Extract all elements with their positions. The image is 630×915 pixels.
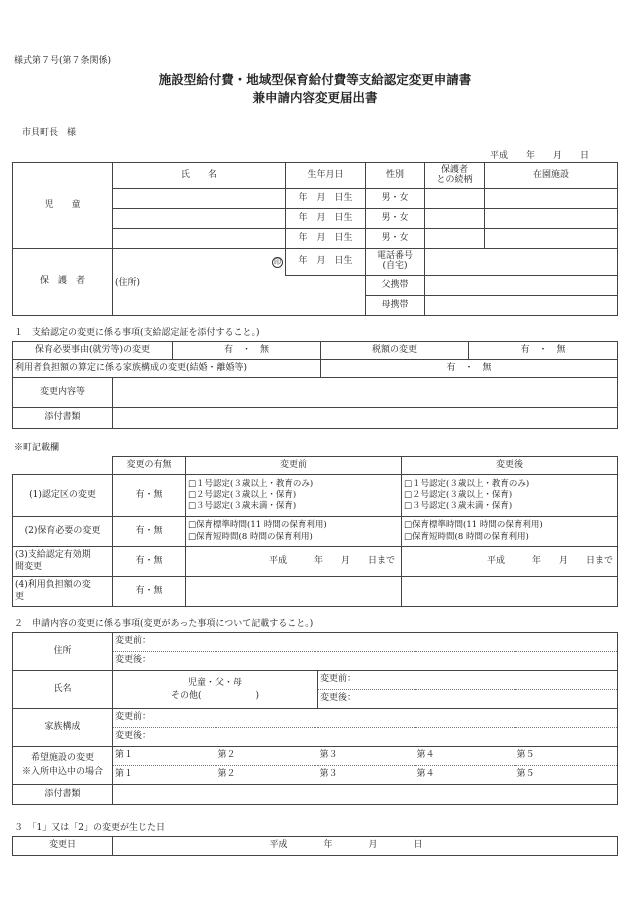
child-relation-field[interactable] [425,209,485,229]
address-field[interactable] [113,276,366,316]
wish-note: ※入所申込中の場合 [21,766,103,777]
checkbox-option[interactable]: □保育標準時間(11 時間の保育利用) [188,520,327,531]
sex-header: 性別 [366,163,425,189]
name-who-other[interactable]: その他( ) [170,690,260,701]
child-birth-field[interactable]: 年 月 日生 [286,229,366,249]
tax-change-yn[interactable]: 有 ・ 無 [469,342,618,360]
wish-label: 希望施設の変更 [30,753,94,763]
guardian-birth-field[interactable]: 年 月 日生 [286,249,366,276]
child-guardian-table [12,162,618,316]
child-sex-field[interactable]: 男・女 [366,229,425,249]
child-facility-field[interactable] [485,209,618,229]
seal-mark-icon: 印 [274,257,281,266]
tel-field[interactable] [425,249,618,276]
town-table [12,456,618,607]
child-birth-field[interactable]: 年 月 日生 [286,189,366,209]
name-who-options[interactable]: 児童・父・母 [187,677,242,688]
work-reason-label: 保育必要事由(就労等)の変更 [13,342,173,360]
child-label: 児 童 [13,163,113,249]
sec2-attachment-label: 添付書類 [13,785,113,805]
checkbox-option[interactable]: □２号認定(３歳以上・保育) [188,489,297,500]
town-row-yn[interactable]: 有・無 [113,577,186,607]
section-3-table [12,836,618,856]
valid-until-before[interactable]: 平成 年 月 日まで [186,547,402,577]
wish-choice-2[interactable]: 第２ [216,766,318,785]
address-label: (住所) [115,278,141,288]
father-mobile-label: 父携帯 [366,276,425,296]
family-after-field[interactable]: 変更後： [113,728,618,747]
name-change-label: 氏名 [13,671,113,709]
child-facility-field[interactable] [485,229,618,249]
child-relation-field[interactable] [425,229,485,249]
town-row-label: (1)認定区の変更 [13,475,113,517]
guardian-name-field[interactable] [113,249,286,276]
checkbox-option[interactable]: □保育標準時間(11 時間の保育利用) [404,520,543,531]
checkbox-option[interactable]: □３号認定(３歳未満・保育) [404,501,513,512]
town-row-yn[interactable]: 有・無 [113,547,186,577]
fee-before-field[interactable] [186,577,402,607]
checkbox-option[interactable]: □３号認定(３歳未満・保育) [188,501,297,512]
family-change-label: 家族構成 [13,709,113,747]
checkbox-option[interactable]: □保育短時間(8 時間の保育利用) [404,531,529,542]
child-name-field[interactable] [113,229,286,249]
form-number: 様式第７号(第７条関係) [14,56,112,66]
child-sex-field[interactable]: 男・女 [366,209,425,229]
after-header: 変更後 [402,457,618,475]
before-header: 変更前 [186,457,402,475]
attachment-field[interactable] [113,408,618,429]
addressee: 市貝町長 様 [22,128,77,138]
valid-until-after[interactable]: 平成 年 月 日まで [402,547,618,577]
facility-header: 在園施設 [485,163,618,189]
section-2-heading: ２ 申請内容の変更に係る事項(変更があった事項について記載すること。) [14,619,314,629]
address-change-label: 住所 [13,633,113,671]
child-relation-field[interactable] [425,189,485,209]
section-2-table [12,632,618,805]
date-line: 平成 年 月 日 [490,151,590,161]
checkbox-option[interactable]: □保育短時間(8 時間の保育利用) [188,531,313,542]
name-header: 氏 名 [113,163,286,189]
tax-change-label: 税額の変更 [321,342,469,360]
mother-mobile-label: 母携帯 [366,296,425,316]
wish-choice-4[interactable]: 第４ [415,766,515,785]
sec2-attachment-field[interactable] [113,785,618,805]
town-row-label: (2)保育必要の変更 [13,517,113,547]
wish-choice-2[interactable]: 第２ [216,747,318,766]
child-birth-field[interactable]: 年 月 日生 [286,209,366,229]
form-title: 施設型給付費・地域型保育給付費等支給認定変更申請書 [158,72,472,87]
name-after-field[interactable]: 変更後： [318,690,618,709]
wish-choice-5[interactable]: 第５ [515,766,618,785]
family-before-field[interactable]: 変更前： [113,709,618,728]
wish-choice-1[interactable]: 第１ [113,747,216,766]
wish-choice-5[interactable]: 第５ [515,747,618,766]
tel-label: 電話番号 (自宅) [366,249,425,276]
town-row-label: (4)利用負担額の変 更 [13,577,113,607]
address-before-field[interactable]: 変更前： [113,633,618,652]
section-1-heading: １ 支給認定の変更に係る事項(支給認定証を添付すること。) [14,328,260,338]
attachment-label: 添付書類 [13,408,113,429]
change-date-label: 変更日 [13,837,113,856]
section-3-heading: ３ 「1」又は「2」の変更が生じた日 [14,823,165,833]
change-detail-label: 変更内容等 [13,378,113,408]
birth-header: 生年月日 [286,163,366,189]
checkbox-option[interactable]: □１号認定(３歳以上・教育のみ) [404,478,530,489]
wish-choice-3[interactable]: 第３ [318,747,415,766]
guardian-label: 保 護 者 [13,249,113,316]
change-date-field[interactable]: 平成 年 月 日 [113,837,618,856]
address-after-field[interactable]: 変更後： [113,652,618,671]
change-detail-field[interactable] [113,378,618,408]
checkbox-option[interactable]: □１号認定(３歳以上・教育のみ) [188,478,314,489]
town-row-yn[interactable]: 有・無 [113,517,186,547]
section-1-table [12,341,618,429]
town-row-label: (3)支給認定有効期 間変更 [13,547,113,577]
family-change-yn[interactable]: 有 ・ 無 [321,360,618,378]
family-change-label: 利用者負担額の算定に係る家族構成の変更(結婚・離婚等) [13,360,321,378]
checkbox-option[interactable]: □２号認定(３歳以上・保育) [404,489,513,500]
wish-choice-1[interactable]: 第１ [113,766,216,785]
town-section-heading: ※町記載欄 [14,443,60,453]
change-yn-header: 変更の有無 [113,457,186,475]
relation-header: 保護者 との続柄 [425,163,485,189]
child-name-field[interactable] [113,189,286,209]
wish-choice-3[interactable]: 第３ [318,766,415,785]
work-reason-yn[interactable]: 有 ・ 無 [173,342,321,360]
town-row-yn[interactable]: 有・無 [113,475,186,517]
father-mobile-field[interactable] [425,276,618,296]
name-before-field[interactable]: 変更前： [318,671,618,690]
child-name-field[interactable] [113,209,286,229]
wish-choice-4[interactable]: 第４ [415,747,515,766]
child-facility-field[interactable] [485,189,618,209]
form-subtitle: 兼申請内容変更届出書 [252,90,378,105]
mother-mobile-field[interactable] [425,296,618,316]
fee-after-field[interactable] [402,577,618,607]
child-sex-field[interactable]: 男・女 [366,189,425,209]
